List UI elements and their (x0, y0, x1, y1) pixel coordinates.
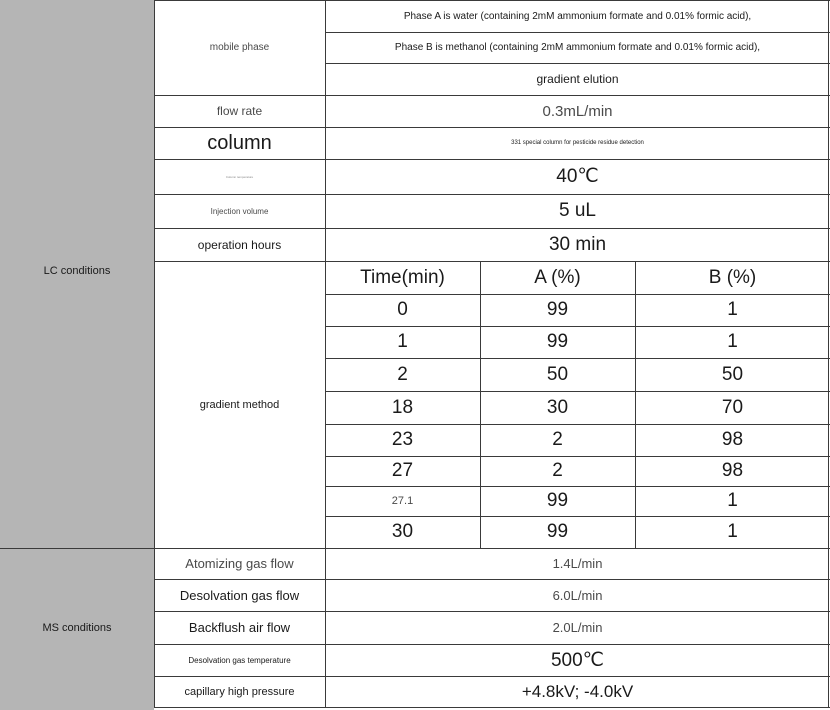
backflush-air-flow-label: Backflush air flow (188, 620, 291, 635)
grid-line (154, 159, 830, 160)
gradient-cell-a: 99 (546, 521, 569, 542)
gradient-cell-time: 1 (397, 331, 408, 352)
gradient-cell-time: 0 (397, 299, 408, 320)
grid-line (325, 63, 830, 64)
ms-conditions-label: MS conditions (42, 622, 112, 634)
gradient-cell-b: 50 (721, 363, 744, 385)
grid-line (154, 707, 830, 708)
gradient-cell-a: 2 (552, 460, 563, 481)
column-label: column (207, 131, 272, 154)
gradient-header-time: Time(min) (360, 266, 445, 288)
capillary-high-pressure-label: capillary high pressure (184, 685, 295, 698)
desolvation-gas-flow-value: 6.0L/min (552, 587, 603, 603)
grid-line (325, 424, 830, 425)
grid-line (154, 611, 830, 612)
gradient-cell-a: 30 (546, 396, 569, 418)
capillary-high-pressure-value: +4.8kV; -4.0kV (521, 681, 634, 701)
gradient-cell-a: 99 (546, 331, 569, 352)
grid-line (325, 486, 830, 487)
gradient-cell-b: 98 (721, 429, 744, 450)
gradient-cell-time: 23 (391, 429, 414, 450)
grid-line (325, 391, 830, 392)
gradient-cell-b: 70 (721, 396, 744, 418)
column-temperature-value: 40℃ (556, 166, 599, 187)
grid-line (154, 261, 830, 262)
desolvation-gas-flow-label: Desolvation gas flow (179, 587, 300, 603)
gradient-cell-b: 1 (727, 521, 738, 542)
grid-line (325, 358, 830, 359)
gradient-cell-time: 27.1 (391, 495, 414, 507)
desolvation-gas-temperature-label: Desolvation gas temperature (188, 655, 291, 665)
grid-line (325, 516, 830, 517)
grid-line (325, 326, 830, 327)
flow-rate-label: flow rate (216, 104, 263, 118)
gradient-cell-time: 2 (397, 363, 408, 385)
grid-line (154, 0, 155, 708)
gradient-cell-a: 50 (546, 363, 569, 385)
gradient-cell-a: 99 (546, 299, 569, 320)
atomizing-gas-flow-label: Atomizing gas flow (185, 556, 294, 571)
phase-a-description: Phase A is water (containing 2mM ammonium formate and 0.01% formic acid), (403, 10, 752, 22)
gradient-header-b: B (%) (708, 266, 757, 288)
grid-line (480, 261, 481, 548)
injection-volume-label: Injection volume (210, 206, 269, 216)
flow-rate-value: 0.3mL/min (542, 102, 613, 120)
gradient-cell-time: 27 (391, 460, 414, 481)
grid-line (154, 228, 830, 229)
injection-volume-value: 5 uL (559, 200, 596, 221)
gradient-method-label: gradient method (199, 398, 280, 411)
gradient-cell-time: 18 (391, 396, 414, 418)
grid-line (154, 127, 830, 128)
grid-line (154, 194, 830, 195)
desolvation-gas-temperature-value: 500℃ (550, 649, 605, 671)
operation-hours-value: 30 min (548, 233, 607, 255)
gradient-cell-a: 2 (552, 429, 563, 450)
mobile-phase-label: mobile phase (209, 42, 270, 53)
atomizing-gas-flow-value: 1.4L/min (552, 556, 603, 571)
grid-line (154, 95, 830, 96)
grid-line (0, 548, 830, 549)
column-value: 331 special column for pesticide residue detection (511, 140, 644, 146)
grid-line (325, 294, 830, 295)
grid-line (325, 456, 830, 457)
grid-line (154, 0, 830, 1)
operation-hours-label: operation hours (197, 237, 282, 252)
grid-line (154, 644, 830, 645)
gradient-cell-time: 30 (391, 521, 414, 542)
gradient-cell-b: 98 (721, 460, 744, 481)
grid-line (828, 0, 829, 708)
gradient-elution-text: gradient elution (536, 72, 619, 86)
gradient-cell-a: 99 (546, 490, 569, 511)
grid-line (154, 676, 830, 677)
column-temperature-label: Column temperature (225, 174, 254, 179)
gradient-cell-b: 1 (727, 299, 738, 320)
grid-line (635, 261, 636, 548)
grid-line (325, 32, 830, 33)
phase-b-description: Phase B is methanol (containing 2mM ammonium formate and 0.01% formic acid), (394, 42, 761, 53)
grid-line (325, 0, 326, 708)
lc-conditions-label: LC conditions (43, 265, 111, 277)
grid-line (154, 579, 830, 580)
gradient-cell-b: 1 (727, 331, 738, 352)
gradient-cell-b: 1 (727, 490, 738, 511)
gradient-header-a: A (%) (534, 266, 581, 288)
backflush-air-flow-value: 2.0L/min (552, 620, 603, 635)
